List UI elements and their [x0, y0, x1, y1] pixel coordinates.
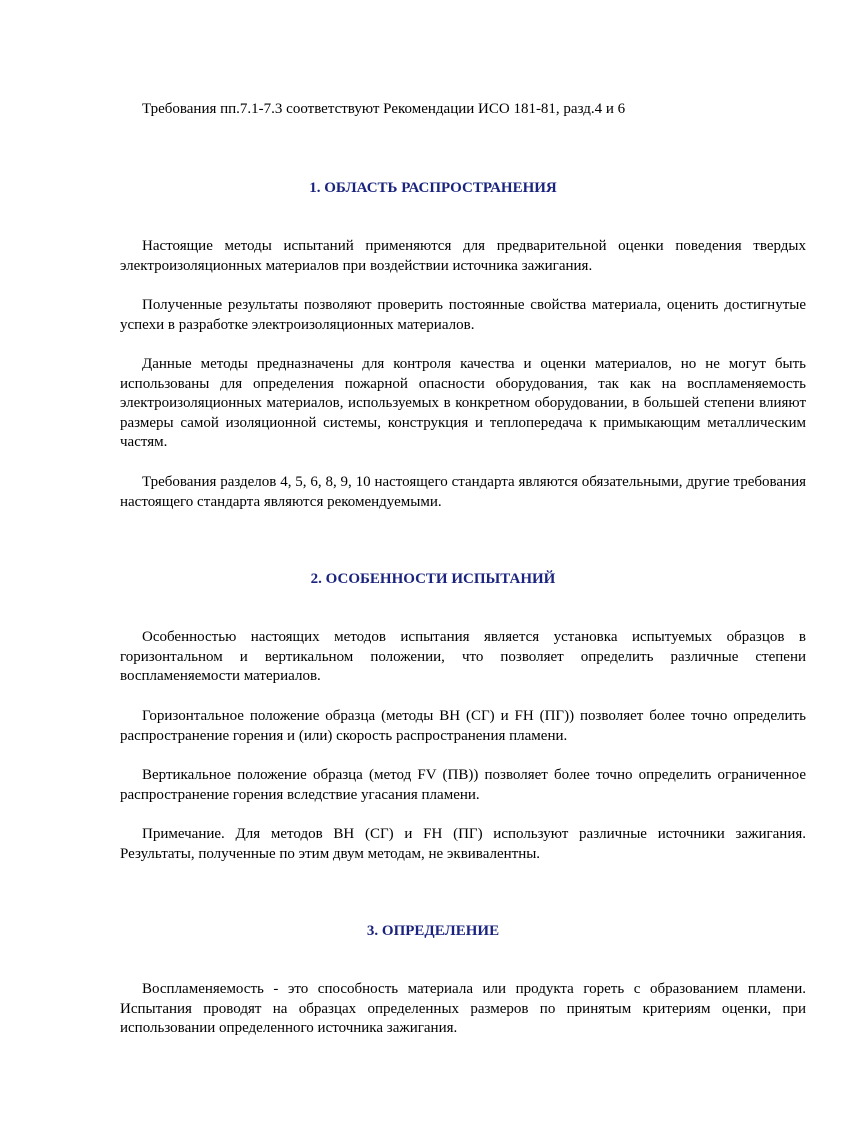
- section-1-paragraph-3: Данные методы предназначены для контроля качества и оценки материалов, но не могут быть использованы для определения пожарной опасности оборудования, так как на воспламеняемость электроизоляционных материалов, используемых в конкретном оборудовании, в большей степени влияют размеры самой изоляционной системы, конструкция и теплопередача к примыкающим металлическим частям.: [120, 356, 806, 450]
- section-1-paragraph-4: Требования разделов 4, 5, 6, 8, 9, 10 настоящего стандарта являются обязательными, другие требования настоящего стандарта являются рекомендуемыми.: [120, 474, 806, 510]
- section-2-paragraph-3: Вертикальное положение образца (метод FV (ПВ)) позволяет более точно определить ограниченное распространение горения вследствие угасания пламени.: [120, 767, 806, 803]
- section-1-paragraph-2: Полученные результаты позволяют проверить постоянные свойства материала, оценить достигнутые успехи в разработке электроизоляционных материалов.: [120, 297, 806, 333]
- section-3-heading: 3. ОПРЕДЕЛЕНИЕ: [366, 923, 500, 939]
- section-2-paragraph-4: Примечание. Для методов ВН (СГ) и FH (ПГ) используют различные источники зажигания. Результаты, полученные по этим двум методам, не эквивалентны.: [120, 826, 806, 862]
- section-2-paragraph-2: Горизонтальное положение образца (методы ВН (СГ) и FH (ПГ)) позволяет более точно определить распространение горения и (или) скорость распространения пламени.: [120, 708, 806, 744]
- top-note: Требования пп.7.1-7.3 соответствуют Рекомендации ИСО 181-81, разд.4 и 6: [142, 101, 626, 117]
- section-2-heading: 2. ОСОБЕННОСТИ ИСПЫТАНИЙ: [310, 571, 556, 587]
- section-3-paragraph-1: Воспламеняемость - это способность материала или продукта гореть с образованием пламени. Испытания проводят на образцах определенных размеров по принятым критериям оценки, при использовании определенного источника зажигания.: [120, 981, 806, 1036]
- section-1-heading: 1. ОБЛАСТЬ РАСПРОСТРАНЕНИЯ: [309, 180, 557, 196]
- section-1-paragraph-1: Настоящие методы испытаний применяются для предварительной оценки поведения твердых электроизоляционных материалов при воздействии источника зажигания.: [120, 238, 806, 274]
- section-2-paragraph-1: Особенностью настоящих методов испытания является установка испытуемых образцов в горизонтальном и вертикальном положении, что позволяет определить различные степени воспламеняемости материалов.: [120, 629, 806, 684]
